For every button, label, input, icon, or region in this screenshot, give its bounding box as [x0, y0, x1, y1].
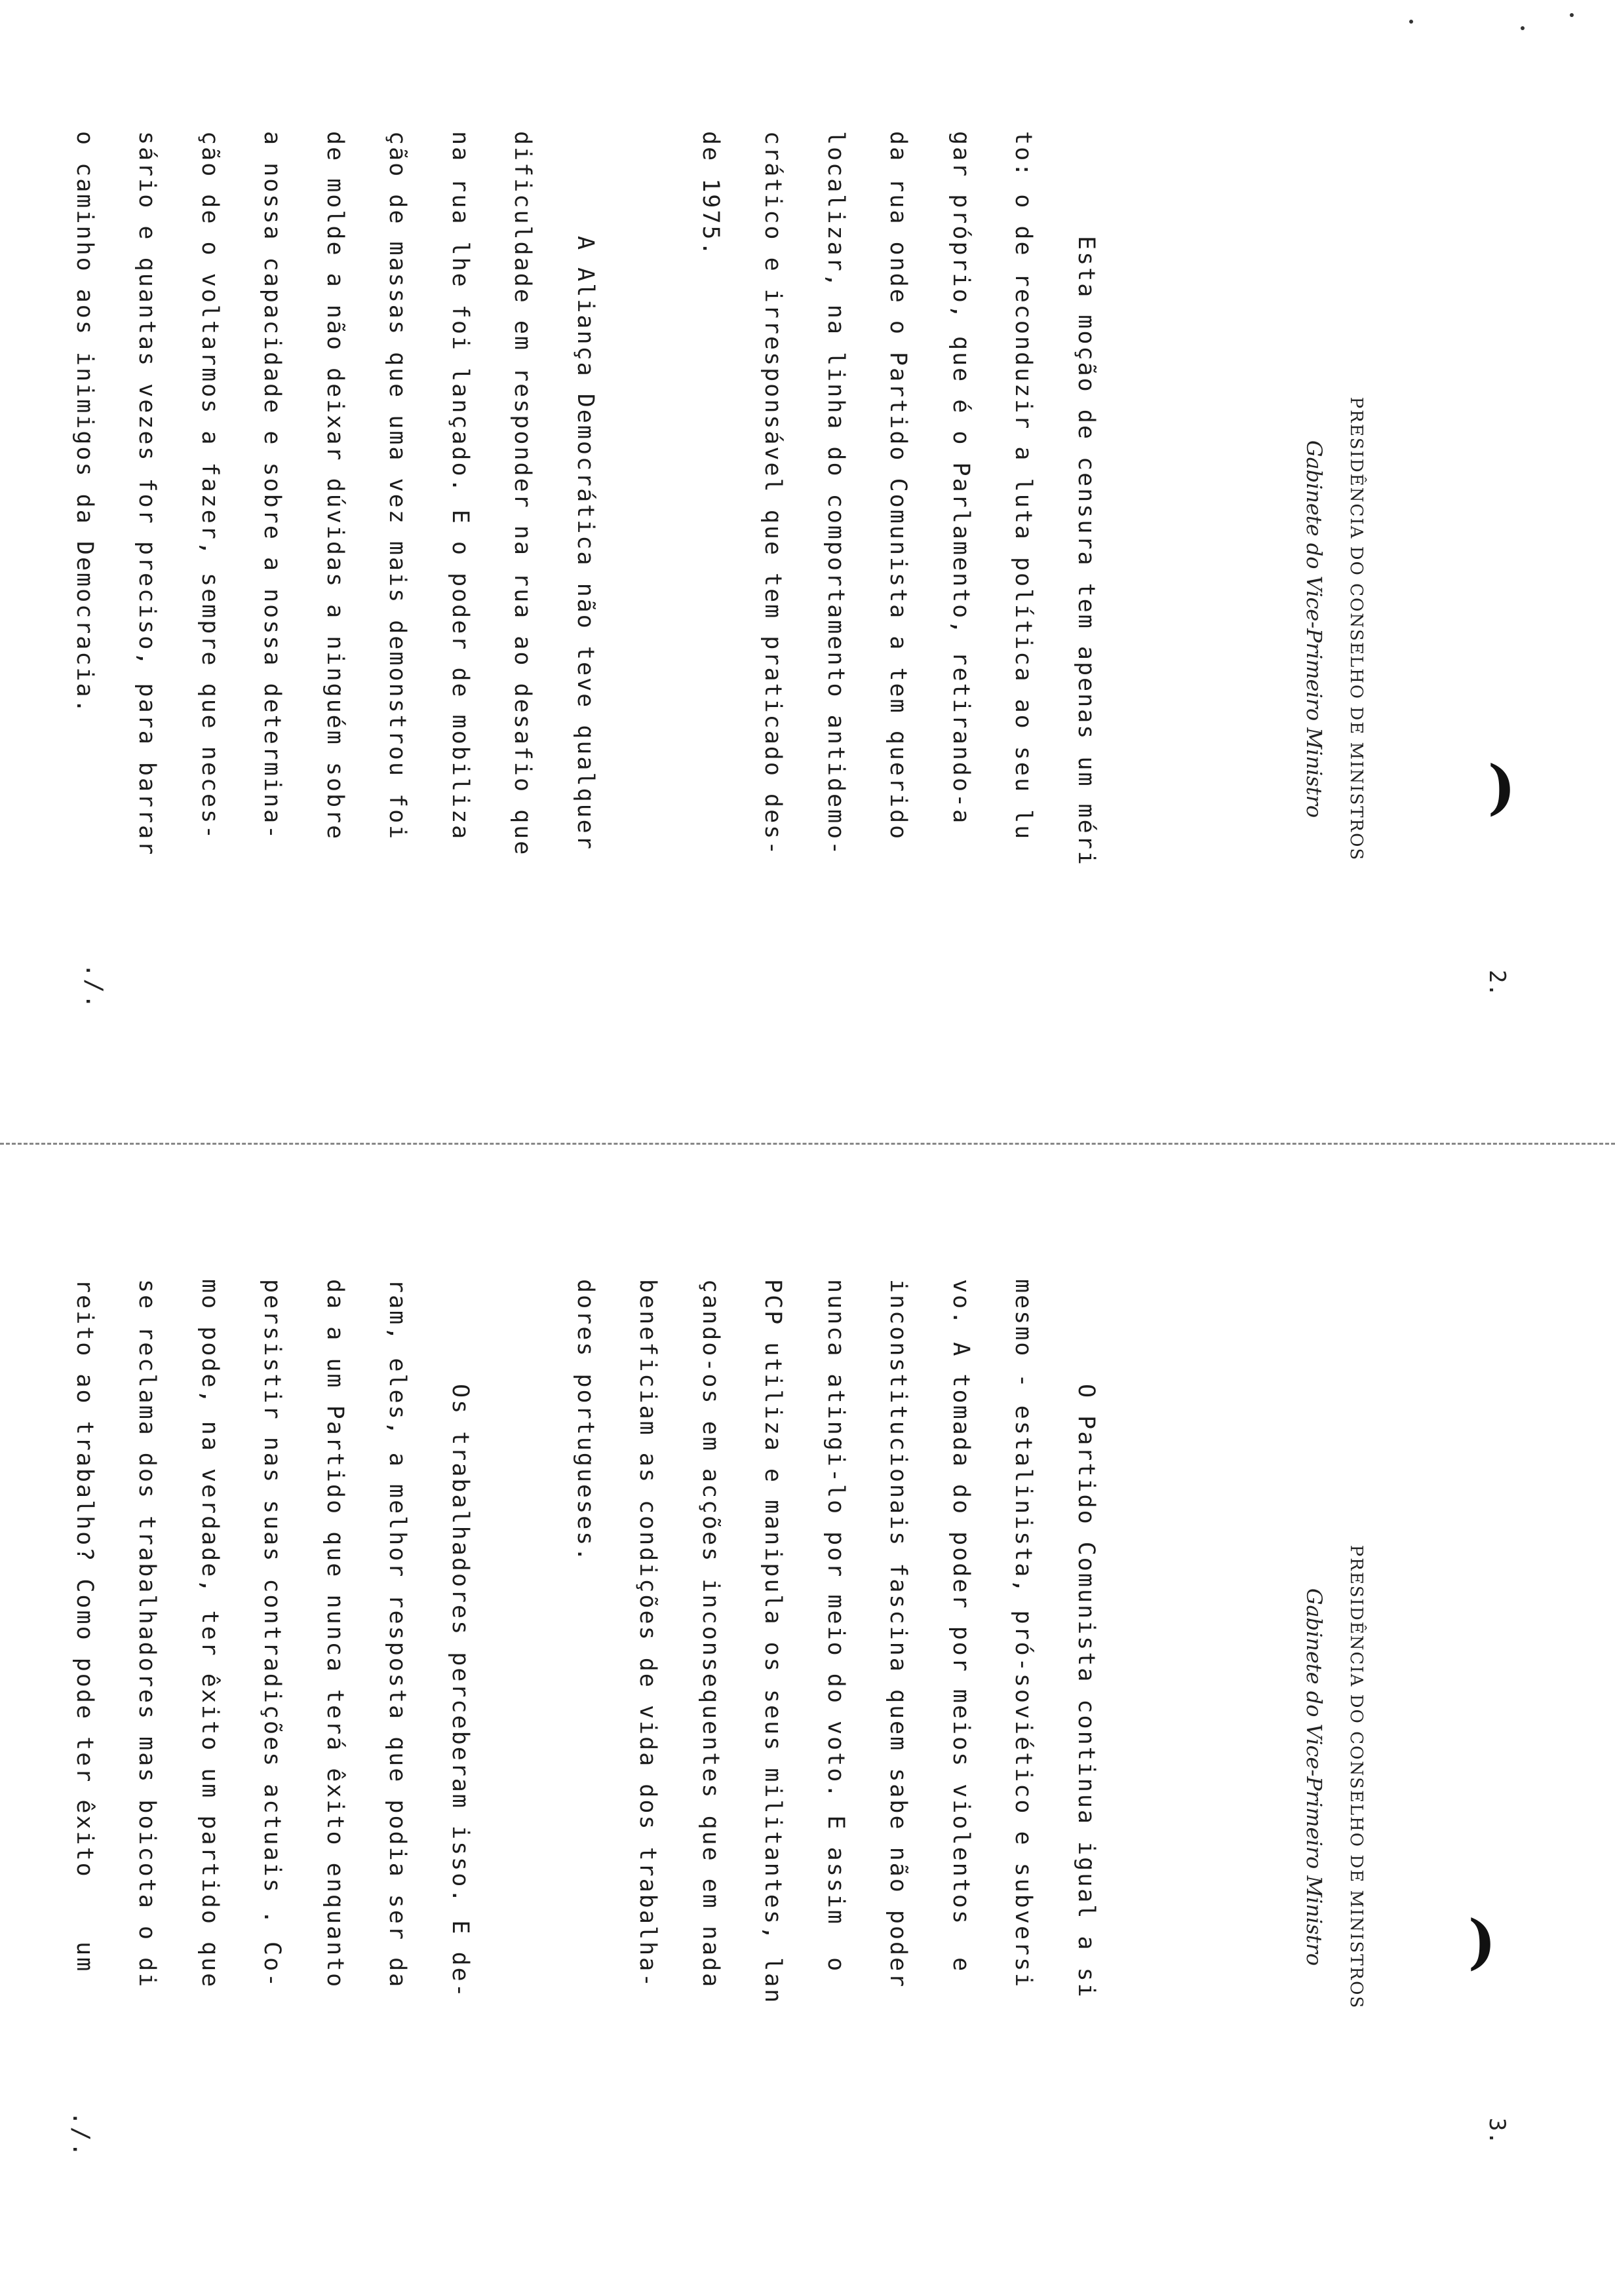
text-line: reito ao trabalho? Como pode ter êxito um — [71, 1279, 98, 1974]
text-line: o caminho aos inimigos da Democracia. — [71, 131, 98, 715]
text-line: A Aliança Democrática não teve qualquer — [572, 236, 598, 851]
text-line: dificuldade em responder na rua ao desafio que — [509, 131, 536, 857]
page-3 — [0, 1148, 1615, 2296]
continuation-mark: ./. — [68, 2111, 94, 2158]
body-text — [53, 131, 1118, 1062]
text-line: sário e quantas vezes for preciso, para barrar — [134, 131, 161, 857]
paragraph-gap — [616, 131, 679, 1062]
scan-speck — [1409, 20, 1413, 24]
text-line: de molde a não deixar dúvidas a ninguém sobre — [322, 131, 348, 841]
text-line: de 1975. — [697, 131, 724, 258]
text-line: ram, eles, a melhor resposta que podia ser da — [384, 1279, 411, 1989]
text-line: inconstitucionais fascina quem sabe não poder — [885, 1279, 912, 1989]
scan-speck — [1521, 26, 1525, 30]
text-line: vo. A tomada do poder por meios violentos e — [948, 1279, 974, 1974]
text-line: da rua onde o Partido Comunista a tem querido — [885, 131, 912, 841]
text-line: ção de massas que uma vez mais demonstrou foi — [384, 131, 411, 841]
page-number: 2. — [1484, 970, 1510, 997]
continuation-mark: ./. — [81, 963, 107, 1010]
text-line: beneficiam as condições de vida dos trabalha- — [634, 1279, 661, 1989]
letterhead-title: PRESIDÊNCIA DO CONSELHO DE MINISTROS — [1346, 396, 1366, 862]
text-line: O Partido Comunista continua igual a si — [1073, 1384, 1099, 1999]
text-line: localizar, na linha do comportamento antidemo- — [823, 131, 849, 857]
text-line: crático e irresponsável que tem praticado des- — [760, 131, 787, 857]
letterhead-subtitle: Gabinete do Vice-Primeiro Ministro — [1302, 440, 1327, 818]
body-text — [53, 1279, 1118, 2210]
page-fold-divider — [0, 1143, 1615, 1145]
staple-mark: ) — [1468, 1907, 1496, 1977]
text-line: dores portugueses. — [572, 1279, 598, 1563]
text-line: ção de o voltarmos a fazer, sempre que neces- — [197, 131, 223, 841]
staple-mark: ) — [1487, 752, 1516, 822]
letterhead — [1302, 1384, 1366, 2170]
text-line: da a um Partido que nunca terá êxito enquanto — [322, 1279, 348, 1989]
text-line: gar próprio, que é o Parlamento, retirando-a — [948, 131, 974, 826]
text-line: na rua lhe foi lançado. E o poder de mobiliza — [447, 131, 473, 841]
paragraph-gap — [491, 1279, 554, 2210]
text-line: mo pode, na verdade, ter êxito um partido que — [197, 1279, 223, 1989]
letterhead-title: PRESIDÊNCIA DO CONSELHO DE MINISTROS — [1346, 1544, 1366, 2010]
text-line: mesmo - estalinista, pró-soviético e subversi — [1010, 1279, 1037, 1989]
text-line: nunca atingi-lo por meio do voto. E assim o — [823, 1279, 849, 1974]
text-line: a nossa capacidade e sobre a nossa determina- — [259, 131, 286, 841]
text-line: PCP utiliza e manipula os seus militantes, lan — [760, 1279, 787, 2005]
letterhead-subtitle: Gabinete do Vice-Primeiro Ministro — [1302, 1588, 1327, 1966]
text-line: persistir nas suas contradições actuais . Co- — [259, 1279, 286, 1989]
text-line: to: o de reconduzir a luta política ao seu lu — [1010, 131, 1037, 841]
letterhead — [1302, 236, 1366, 1022]
text-line: çando-os em acções inconsequentes que em nada — [697, 1279, 724, 1989]
page-3-half — [0, 1148, 1615, 2296]
scan-speck — [1570, 13, 1574, 17]
text-line: se reclama dos trabalhadores mas boicota o di — [134, 1279, 161, 1989]
text-line: Esta moção de censura tem apenas um méri — [1073, 236, 1099, 867]
text-line: Os trabalhadores perceberam isso. E de- — [447, 1384, 473, 1999]
page-number: 3. — [1484, 2118, 1510, 2145]
